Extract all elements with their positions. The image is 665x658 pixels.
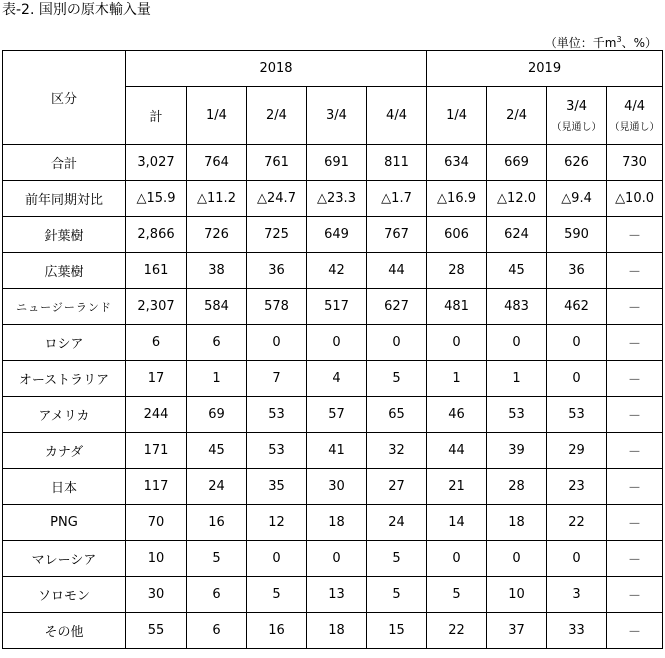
table-cell: 32: [367, 433, 427, 469]
table-cell: 481: [427, 289, 487, 325]
table-row: [3, 433, 663, 469]
column-header-label: 1/4: [446, 108, 467, 123]
table-cell: 1: [187, 361, 247, 397]
table-cell: 0: [487, 541, 547, 577]
table-cell: 5: [367, 541, 427, 577]
column-header: [547, 87, 607, 145]
table-cell: 811: [367, 145, 427, 181]
table-cell: 57: [307, 397, 367, 433]
column-header-label: 2/4: [266, 108, 287, 123]
table-row: [3, 541, 663, 577]
table-row: [3, 217, 663, 253]
column-header-label: 4/4: [624, 98, 645, 114]
row-label: 合計: [3, 145, 126, 181]
table-cell: 30: [307, 469, 367, 505]
table-cell: △16.9: [427, 181, 487, 217]
table-cell: △10.0: [607, 181, 663, 217]
row-label: 前年同期対比: [3, 181, 126, 217]
table-cell: 13: [307, 577, 367, 613]
table-cell: －: [607, 469, 663, 505]
table-cell: 28: [427, 253, 487, 289]
table-cell: 17: [126, 361, 187, 397]
table-cell: 22: [427, 613, 487, 649]
column-header: [307, 87, 367, 145]
table-row: [3, 325, 663, 361]
table-cell: 6: [187, 613, 247, 649]
table-cell: △23.3: [307, 181, 367, 217]
row-label: カナダ: [3, 433, 126, 469]
row-label: その他: [3, 613, 126, 649]
unit-superscript: 3: [616, 35, 622, 44]
table-cell: 33: [547, 613, 607, 649]
category-header: 区分: [3, 51, 126, 145]
year-2019-header: 2019: [427, 51, 663, 87]
table-cell: 649: [307, 217, 367, 253]
table-row: [3, 181, 663, 217]
table-cell: 42: [307, 253, 367, 289]
table-cell: 0: [487, 325, 547, 361]
table-cell: 36: [547, 253, 607, 289]
column-header-label: 1/4: [206, 108, 227, 123]
column-header: [187, 87, 247, 145]
import-volume-table: [2, 50, 663, 649]
table-cell: 45: [487, 253, 547, 289]
table-cell: －: [607, 217, 663, 253]
table-cell: 761: [247, 145, 307, 181]
column-header: [126, 87, 187, 145]
table-cell: 53: [247, 433, 307, 469]
table-cell: 1: [427, 361, 487, 397]
row-label: 日本: [3, 469, 126, 505]
column-header-note: （見通し）: [609, 121, 660, 133]
table-cell: 29: [547, 433, 607, 469]
table-cell: △15.9: [126, 181, 187, 217]
table-cell: 38: [187, 253, 247, 289]
table-cell: 5: [427, 577, 487, 613]
table-cell: 584: [187, 289, 247, 325]
table-cell: 45: [187, 433, 247, 469]
table-cell: 244: [126, 397, 187, 433]
table-cell: 6: [187, 325, 247, 361]
table-cell: 70: [126, 505, 187, 541]
table-cell: 730: [607, 145, 663, 181]
table-cell: －: [607, 289, 663, 325]
table-cell: 5: [247, 577, 307, 613]
column-header-label: 3/4: [566, 98, 587, 114]
table-cell: 1: [487, 361, 547, 397]
table-cell: 0: [307, 325, 367, 361]
table-cell: 4: [307, 361, 367, 397]
table-cell: －: [607, 253, 663, 289]
table-cell: －: [607, 541, 663, 577]
table-cell: 767: [367, 217, 427, 253]
table-cell: △12.0: [487, 181, 547, 217]
table-cell: △11.2: [187, 181, 247, 217]
table-row: [3, 397, 663, 433]
table-cell: 0: [247, 541, 307, 577]
table-row: [3, 469, 663, 505]
table-cell: －: [607, 325, 663, 361]
row-label: オーストラリア: [3, 361, 126, 397]
table-cell: 0: [547, 541, 607, 577]
column-header-label: 2/4: [506, 108, 527, 123]
table-cell: 30: [126, 577, 187, 613]
table-cell: 12: [247, 505, 307, 541]
row-label: ロシア: [3, 325, 126, 361]
table-cell: 22: [547, 505, 607, 541]
table-cell: 18: [487, 505, 547, 541]
table-cell: 69: [187, 397, 247, 433]
unit-note: [545, 32, 657, 51]
table-cell: 0: [427, 325, 487, 361]
table-cell: 7: [247, 361, 307, 397]
table-cell: 44: [427, 433, 487, 469]
row-label: 広葉樹: [3, 253, 126, 289]
table-row: [3, 361, 663, 397]
table-cell: －: [607, 577, 663, 613]
table-cell: －: [607, 505, 663, 541]
table-cell: △1.7: [367, 181, 427, 217]
table-cell: 53: [487, 397, 547, 433]
column-header: [367, 87, 427, 145]
table-cell: 5: [367, 577, 427, 613]
table-cell: 462: [547, 289, 607, 325]
unit-suffix: 、%）: [621, 36, 657, 50]
row-label: アメリカ: [3, 397, 126, 433]
table-cell: 2,866: [126, 217, 187, 253]
table-cell: 669: [487, 145, 547, 181]
column-header: [247, 87, 307, 145]
table-cell: 0: [247, 325, 307, 361]
table-cell: 18: [307, 613, 367, 649]
table-cell: 3: [547, 577, 607, 613]
table-cell: 0: [367, 325, 427, 361]
header-row-years: [3, 51, 663, 87]
table-cell: 27: [367, 469, 427, 505]
table-cell: 5: [367, 361, 427, 397]
table-cell: 16: [247, 613, 307, 649]
table-cell: 117: [126, 469, 187, 505]
table-row: [3, 145, 663, 181]
table-cell: 764: [187, 145, 247, 181]
table-cell: 606: [427, 217, 487, 253]
table-cell: △9.4: [547, 181, 607, 217]
table-cell: 24: [367, 505, 427, 541]
row-label: ソロモン: [3, 577, 126, 613]
year-2018-header: 2018: [126, 51, 427, 87]
table-cell: －: [607, 397, 663, 433]
table-cell: 5: [187, 541, 247, 577]
table-cell: 161: [126, 253, 187, 289]
table-cell: 3,027: [126, 145, 187, 181]
unit-prefix: （単位：千m: [544, 36, 617, 50]
table-cell: 578: [247, 289, 307, 325]
column-header-label: 4/4: [386, 108, 407, 123]
table-cell: 10: [126, 541, 187, 577]
table-cell: 15: [367, 613, 427, 649]
table-cell: 0: [427, 541, 487, 577]
table-cell: △24.7: [247, 181, 307, 217]
table-cell: 37: [487, 613, 547, 649]
table-cell: 65: [367, 397, 427, 433]
column-header: [487, 87, 547, 145]
table-cell: 2,307: [126, 289, 187, 325]
table-cell: 590: [547, 217, 607, 253]
row-label: 針葉樹: [3, 217, 126, 253]
table-cell: 55: [126, 613, 187, 649]
table-cell: 483: [487, 289, 547, 325]
table-cell: 24: [187, 469, 247, 505]
table-cell: 53: [547, 397, 607, 433]
table-cell: 28: [487, 469, 547, 505]
row-label: PNG: [3, 505, 126, 541]
table-cell: 0: [547, 325, 607, 361]
table-cell: 0: [547, 361, 607, 397]
table-cell: 725: [247, 217, 307, 253]
table-cell: 691: [307, 145, 367, 181]
table-cell: 517: [307, 289, 367, 325]
table-cell: 171: [126, 433, 187, 469]
table-cell: 0: [307, 541, 367, 577]
table-cell: 39: [487, 433, 547, 469]
table-cell: －: [607, 361, 663, 397]
table-row: [3, 613, 663, 649]
row-label: ニュージーランド: [3, 289, 126, 325]
table-cell: 726: [187, 217, 247, 253]
table-cell: 46: [427, 397, 487, 433]
table-cell: 6: [187, 577, 247, 613]
table-cell: 35: [247, 469, 307, 505]
table-cell: 626: [547, 145, 607, 181]
table-cell: 21: [427, 469, 487, 505]
table-cell: 16: [187, 505, 247, 541]
table-title: 表-2. 国別の原木輸入量: [2, 2, 151, 18]
table-cell: 624: [487, 217, 547, 253]
table-cell: 23: [547, 469, 607, 505]
column-header-note: （見通し）: [551, 121, 602, 133]
table-cell: 53: [247, 397, 307, 433]
table-row: [3, 577, 663, 613]
table-cell: 14: [427, 505, 487, 541]
table-cell: －: [607, 613, 663, 649]
column-header: [607, 87, 663, 145]
column-header-label: 3/4: [326, 108, 347, 123]
table-cell: 36: [247, 253, 307, 289]
table-row: [3, 253, 663, 289]
table-cell: 41: [307, 433, 367, 469]
table-cell: 627: [367, 289, 427, 325]
column-header-label: 計: [149, 110, 163, 125]
column-header: [427, 87, 487, 145]
table-cell: －: [607, 433, 663, 469]
table-cell: 10: [487, 577, 547, 613]
table-cell: 44: [367, 253, 427, 289]
row-label: マレーシア: [3, 541, 126, 577]
table-row: [3, 505, 663, 541]
table-cell: 18: [307, 505, 367, 541]
table-cell: 634: [427, 145, 487, 181]
table-cell: 6: [126, 325, 187, 361]
table-row: [3, 289, 663, 325]
